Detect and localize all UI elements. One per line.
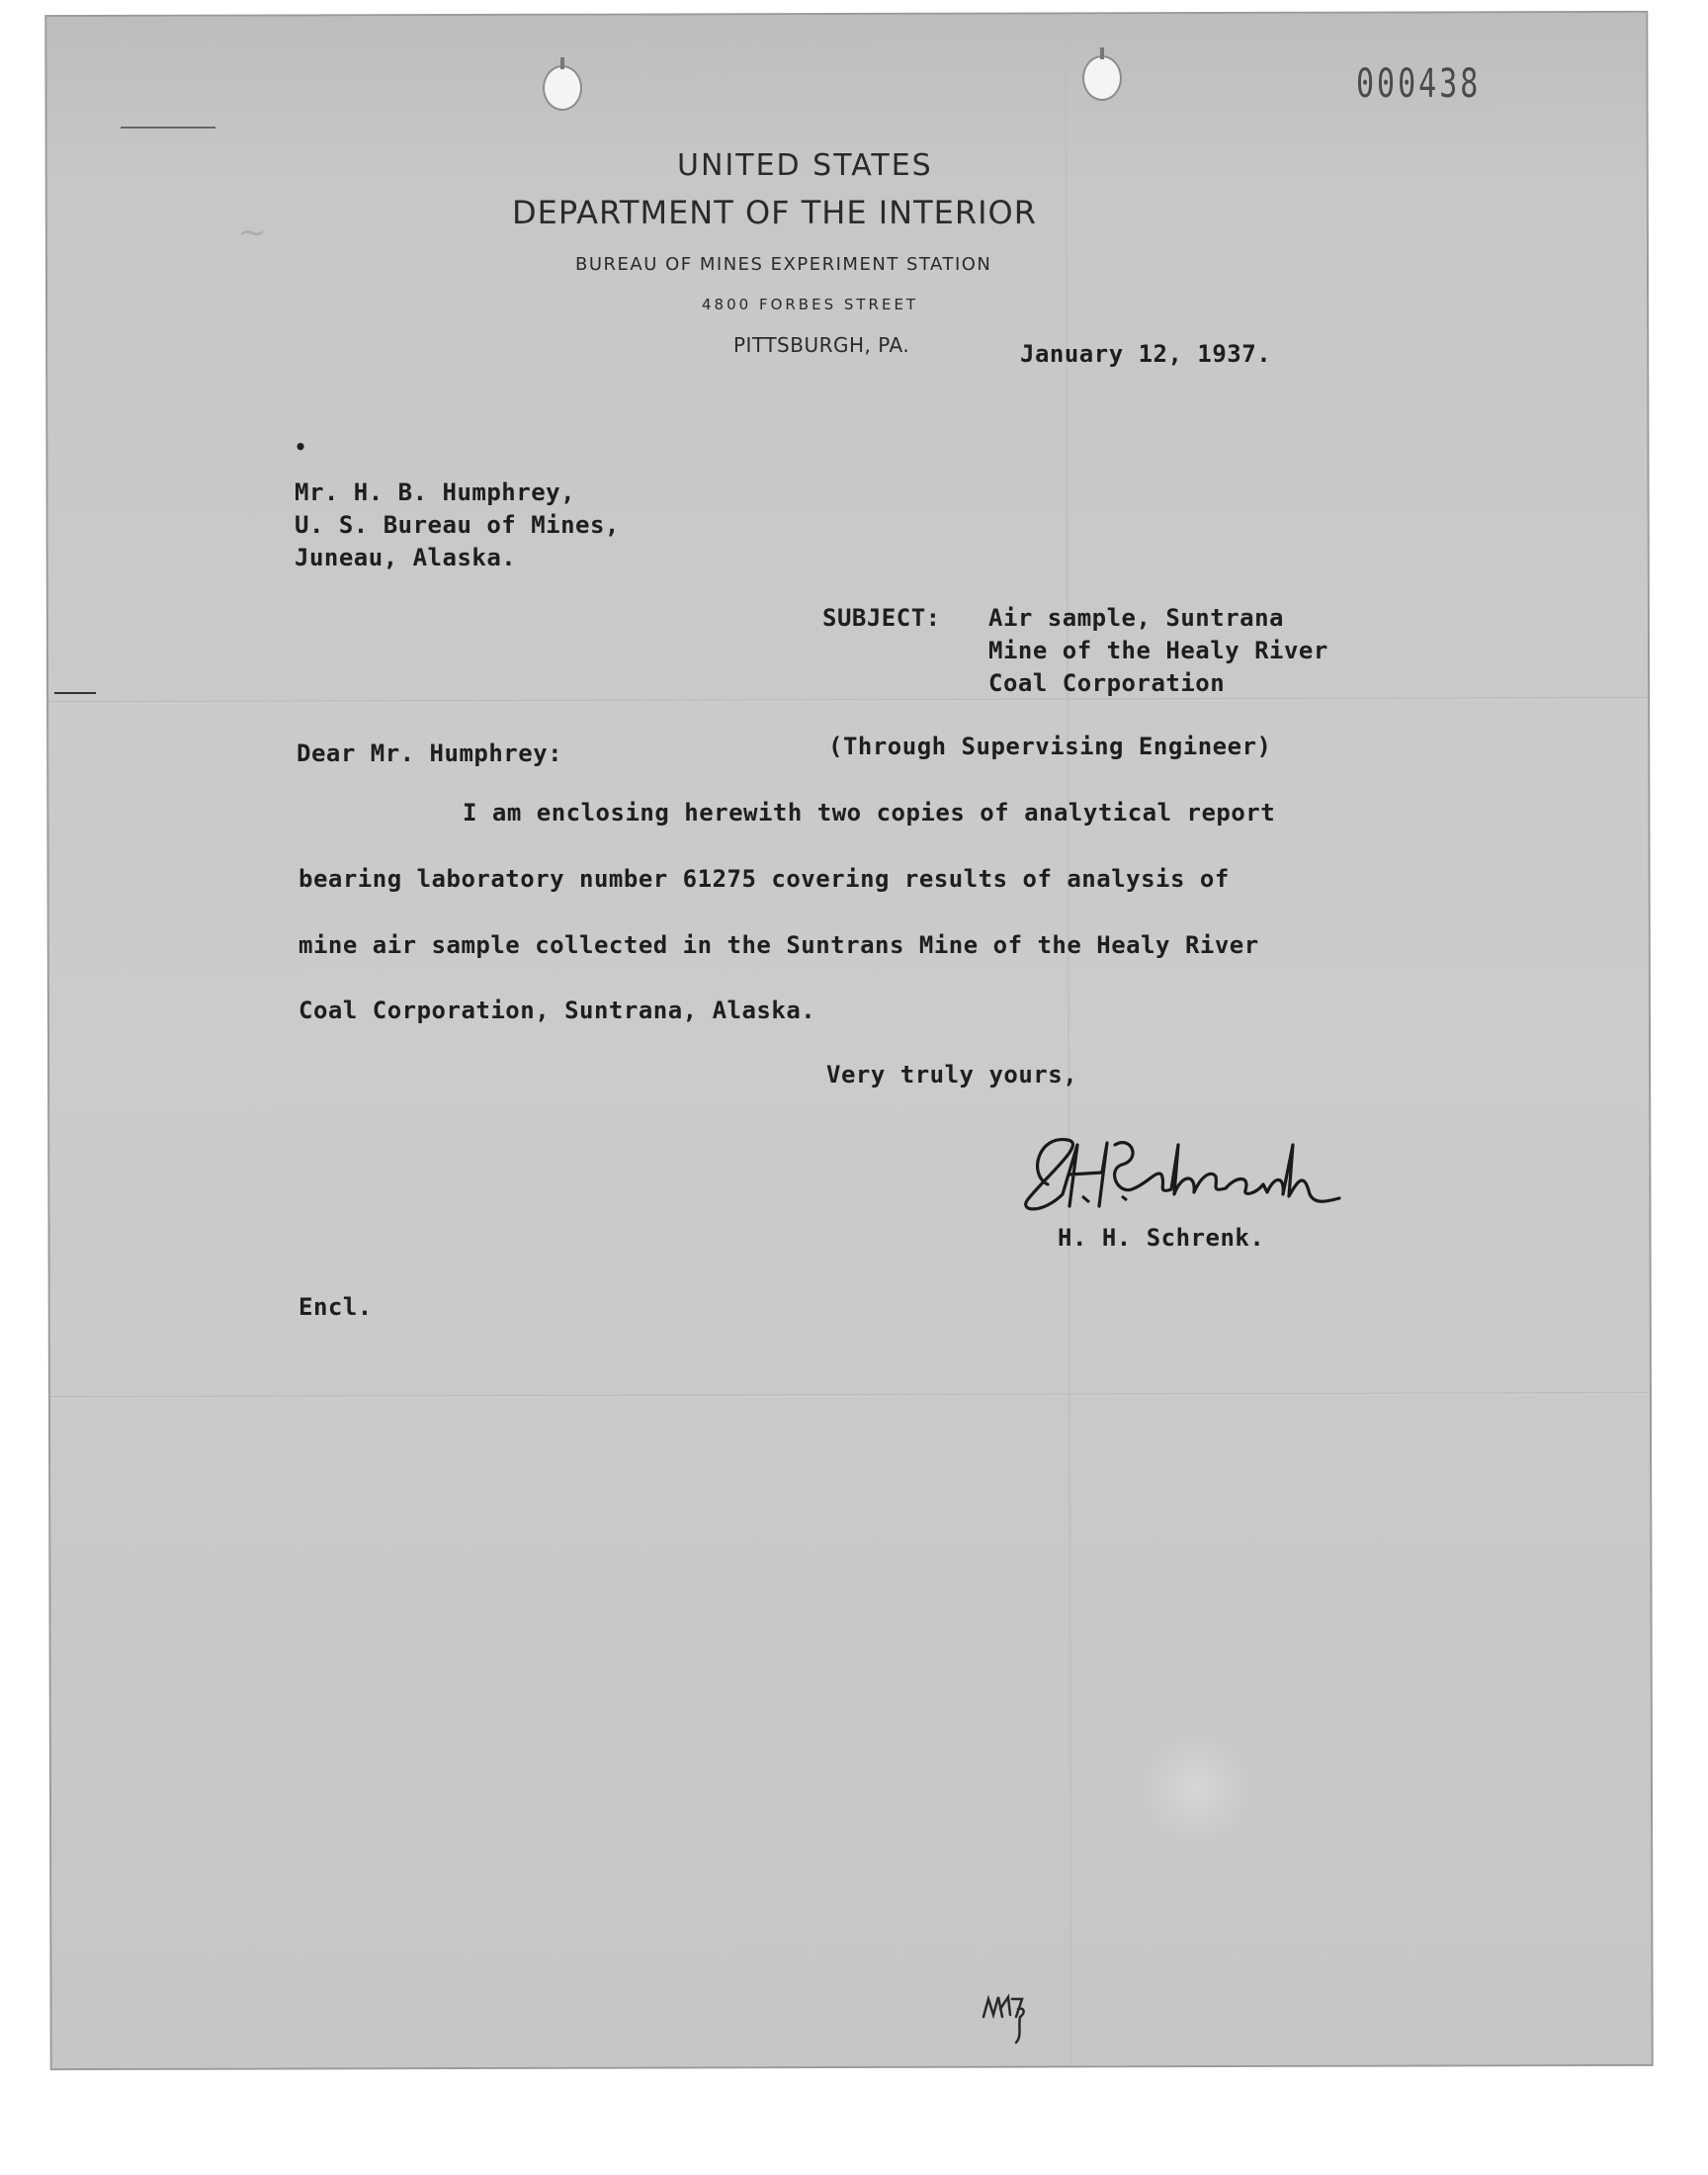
subject-line-2: Mine of the Healy River bbox=[988, 637, 1328, 664]
fold-crease-upper bbox=[48, 697, 1648, 704]
vertical-crease bbox=[1065, 14, 1071, 2065]
margin-pencil-mark bbox=[121, 127, 215, 129]
punch-hole-left bbox=[543, 65, 582, 111]
body-line-2: bearing laboratory number 61275 covering results of analysis of bbox=[299, 865, 1230, 893]
body-line-4: Coal Corporation, Suntrana, Alaska. bbox=[299, 997, 816, 1024]
paper-stain bbox=[1137, 1730, 1255, 1849]
punch-hole-right bbox=[1082, 55, 1122, 101]
letter-date: January 12, 1937. bbox=[1020, 340, 1272, 368]
letterhead-street: 4800 FORBES STREET bbox=[702, 296, 919, 313]
faint-pencil-notation: ~ bbox=[237, 213, 268, 253]
letter-page bbox=[46, 13, 1651, 2068]
archive-number: 000438 bbox=[1356, 61, 1482, 107]
body-line-3: mine air sample collected in the Suntrans Mine of the Healy River bbox=[299, 931, 1259, 959]
recipient-name: Mr. H. B. Humphrey, bbox=[295, 478, 576, 506]
handwritten-signature bbox=[1008, 1115, 1344, 1224]
margin-fold-tick bbox=[54, 692, 96, 694]
routing-note: (Through Supervising Engineer) bbox=[828, 733, 1272, 760]
signer-typed-name: H. H. Schrenk. bbox=[1058, 1224, 1265, 1252]
body-line-1: I am enclosing herewith two copies of analytical report bbox=[463, 799, 1276, 826]
letterhead-department: DEPARTMENT OF THE INTERIOR bbox=[512, 194, 1037, 231]
subject-label: SUBJECT: bbox=[822, 604, 941, 632]
enclosure-notation: Encl. bbox=[299, 1293, 373, 1321]
subject-line-3: Coal Corporation bbox=[988, 669, 1226, 697]
fold-crease-lower bbox=[50, 1392, 1650, 1399]
recipient-location: Juneau, Alaska. bbox=[295, 544, 517, 571]
typed-bullet: • bbox=[295, 435, 307, 459]
closing: Very truly yours, bbox=[826, 1061, 1078, 1088]
handwritten-initials bbox=[979, 1987, 1038, 2046]
salutation: Dear Mr. Humphrey: bbox=[297, 740, 563, 767]
recipient-organization: U. S. Bureau of Mines, bbox=[295, 511, 620, 539]
subject-line-1: Air sample, Suntrana bbox=[988, 604, 1284, 632]
letterhead-country: UNITED STATES bbox=[677, 148, 933, 183]
letterhead-city: PITTSBURGH, PA. bbox=[733, 333, 910, 357]
letterhead-bureau: BUREAU OF MINES EXPERIMENT STATION bbox=[575, 254, 992, 275]
